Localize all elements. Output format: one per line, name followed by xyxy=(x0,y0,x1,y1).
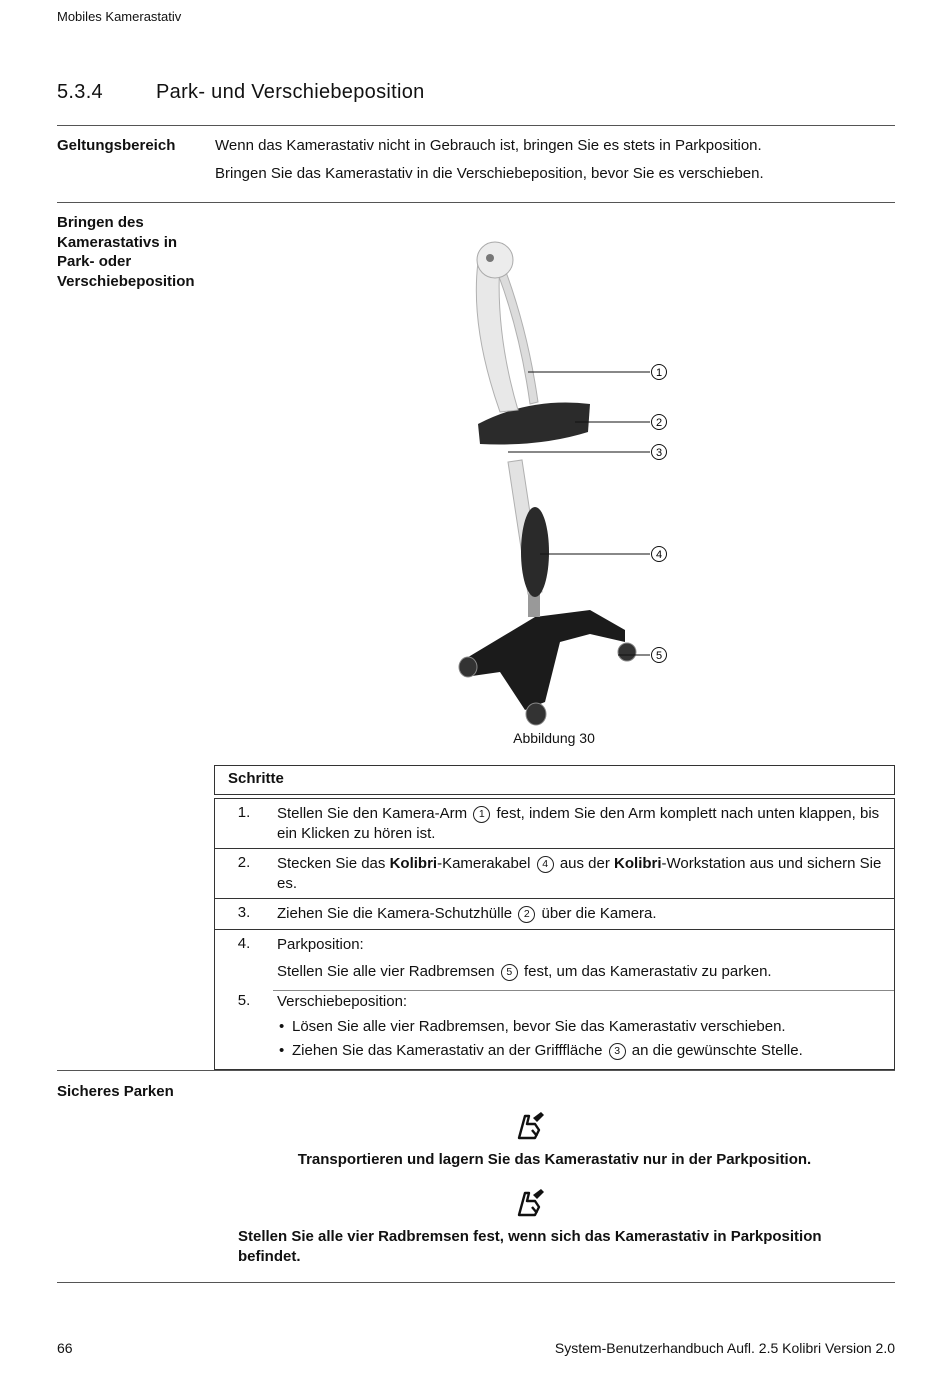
note-hand-icon xyxy=(515,1110,547,1142)
safe-parking-label: Sicheres Parken xyxy=(57,1083,174,1100)
callout-2: 2 xyxy=(655,417,663,429)
scope-line-2: Bringen Sie das Kamerastativ in die Verschiebeposition, bevor Sie es verschieben. xyxy=(215,165,764,182)
procedure-label-line: Kamerastativs in xyxy=(57,233,178,251)
cable-coil xyxy=(521,507,549,597)
safety-note-2: Stellen Sie alle vier Radbremsen fest, wenn sich das Kamerastativ in Parkposition befindet. xyxy=(238,1228,822,1265)
wheel-left xyxy=(459,657,477,677)
divider xyxy=(57,202,895,203)
ref-badge: 1 xyxy=(473,806,490,823)
list-item: • Lösen Sie alle vier Radbremsen, bevor Sie das Kamerastativ verschieben. xyxy=(277,1017,888,1037)
step-number: 1. xyxy=(215,799,274,849)
step-text: Stecken Sie das Kolibri-Kamerakabel 4 aus der Kolibri-Workstation aus und sichern Sie es. xyxy=(273,849,895,899)
ref-badge: 4 xyxy=(537,856,554,873)
safety-note-1: Transportieren und lagern Sie das Kamerastativ nur in der Parkposition. xyxy=(297,1151,812,1168)
ref-badge: 5 xyxy=(501,964,518,981)
ref-badge: 2 xyxy=(518,906,535,923)
step-number: 3. xyxy=(215,899,274,930)
step-number: 4. xyxy=(215,929,274,991)
step-text: Ziehen Sie die Kamera-Schutzhülle 2 über die Kamera. xyxy=(273,899,895,930)
page-number: 66 xyxy=(57,1340,73,1356)
step-text: Verschiebeposition: • Lösen Sie alle vier Radbremsen, bevor Sie das Kamerastativ verschieben. • Ziehen Sie das Kamerastativ an der Grifffläche 3 an die gewünschte Stelle. xyxy=(273,991,895,1070)
running-header: Mobiles Kamerastativ xyxy=(57,9,182,24)
section-number: 5.3.4 xyxy=(57,81,103,103)
wheel-front xyxy=(526,703,546,725)
figure-caption: Abbildung 30 xyxy=(513,730,595,746)
scope-line-1: Wenn das Kamerastativ nicht in Gebrauch ist, bringen Sie es stets in Parkposition. xyxy=(215,137,762,154)
divider xyxy=(57,125,895,126)
table-row xyxy=(215,799,895,849)
divider xyxy=(57,1282,895,1283)
stand-base xyxy=(460,610,625,710)
callout-5: 5 xyxy=(655,650,663,662)
note-hand-icon xyxy=(515,1187,547,1219)
camera-head xyxy=(477,242,513,278)
procedure-label-line: Verschiebeposition xyxy=(57,272,195,290)
callout-1: 1 xyxy=(655,367,663,379)
table-row xyxy=(215,991,895,1070)
divider xyxy=(57,1070,895,1071)
step-number: 2. xyxy=(215,849,274,899)
table-row xyxy=(215,899,895,930)
callout-4: 4 xyxy=(655,549,663,561)
wheel-right xyxy=(618,643,636,661)
procedure-label-line: Bringen des xyxy=(57,214,144,231)
steps-table xyxy=(214,765,895,1070)
callout-3: 3 xyxy=(655,447,663,459)
table-row xyxy=(215,929,895,991)
steps-header: Schritte xyxy=(215,766,895,795)
ref-badge: 3 xyxy=(609,1043,626,1060)
procedure-label xyxy=(57,213,207,291)
step-text: Parkposition: Stellen Sie alle vier Radbremsen 5 fest, um das Kamerastativ zu parken. xyxy=(273,929,895,991)
step-text: Stellen Sie den Kamera-Arm 1 fest, indem Sie den Arm komplett nach unten klappen, bis ein Klicken zu hören ist. xyxy=(273,799,895,849)
camera-stand-illustration xyxy=(440,232,680,732)
bullet-list xyxy=(277,1017,888,1060)
procedure-label-line: Park- oder xyxy=(57,253,132,270)
step-number: 5. xyxy=(215,991,274,1070)
table-row xyxy=(215,849,895,899)
camera-cover xyxy=(478,403,590,445)
scope-label: Geltungsbereich xyxy=(57,137,176,154)
list-item: • Ziehen Sie das Kamerastativ an der Grifffläche 3 an die gewünschte Stelle. xyxy=(277,1041,888,1061)
camera-arm xyxy=(476,260,518,412)
footer-doc-title: System-Benutzerhandbuch Aufl. 2.5 Kolibri Version 2.0 xyxy=(554,1340,895,1356)
section-title: Park- und Verschiebeposition xyxy=(156,81,425,103)
